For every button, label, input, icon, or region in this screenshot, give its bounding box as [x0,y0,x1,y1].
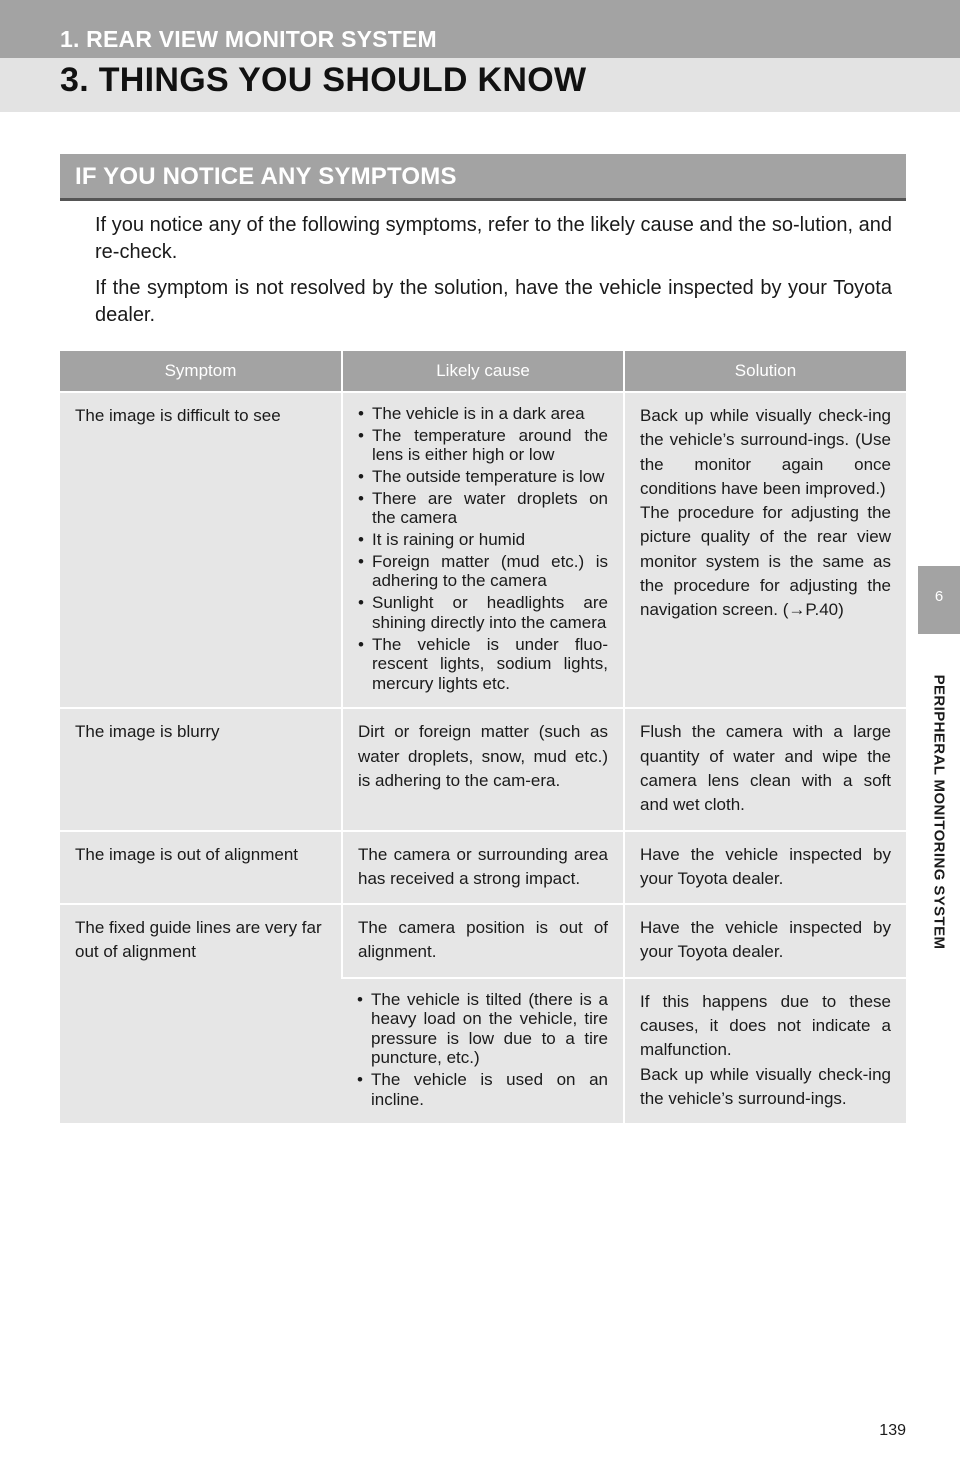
solution-cell [624,978,906,1124]
symptom-table [60,351,906,1123]
section-heading: IF YOU NOTICE ANY SYMPTOMS [75,163,457,190]
solution-text: Have the vehicle inspected by your Toyota dealer. [640,844,891,888]
table-row [60,392,906,708]
cause-item: • The outside temperature is low [358,467,608,487]
section-label: 1. REAR VIEW MONITOR SYSTEM [60,26,437,52]
symptom-text: The image is blurry [75,722,220,742]
symptom-cell [60,904,342,1123]
solution-text: The procedure for adjusting the picture quality of the rear view monitor system is the same as the procedure for adjusting the navigation screen. (→P.40) [640,503,891,620]
solution-text: Back up while visually check-ing the vehicle’s surround-ings. [640,1064,891,1108]
cause-list [357,990,608,1109]
symptom-text: The fixed guide lines are very far out of alignment [75,918,322,962]
intro-paragraph-2: If the symptom is not resolved by the solution, have the vehicle inspected by your Toyota dealer. [95,277,892,326]
cause-item: • Sunlight or headlights are shining directly into the camera [358,593,608,632]
solution-cell [624,392,906,708]
cause-item: • The vehicle is under fluo-rescent lights, sodium lights, mercury lights etc. [358,635,608,694]
cause-cell [342,708,624,830]
solution-text: If this happens due to these causes, it does not indicate a malfunction. [640,991,891,1060]
chapter-number: 6 [934,588,944,605]
symptom-cell [60,392,342,708]
section-heading-bar [60,154,906,201]
cause-text: Dirt or foreign matter (such as water droplets, snow, mud etc.) is adhering to the cam-era. [358,722,608,790]
cause-item: • The vehicle is tilted (there is a heavy load on the vehicle, tire pressure is low due to a tire puncture, etc.) [357,990,608,1068]
cause-item: • The temperature around the lens is either high or low [358,426,608,465]
cause-cell [342,904,624,978]
cause-item: • The vehicle is in a dark area [358,404,608,424]
symptom-cell [60,708,342,830]
table-row [60,904,906,978]
solution-cell [624,708,906,830]
header-symptom: Symptom [60,351,342,392]
solution-cell [624,904,906,978]
chapter-label: PERIPHERAL MONITORING SYSTEM [930,674,948,950]
intro-paragraph-1: If you notice any of the following symptoms, refer to the likely cause and the so-lution, and re-check. [95,214,892,263]
page-title: 3. THINGS YOU SHOULD KNOW [60,61,587,99]
cause-cell [342,978,624,1124]
cause-list [358,404,608,693]
table-header-row [60,351,906,392]
cause-item: • There are water droplets on the camera [358,489,608,528]
solution-text: Back up while visually check-ing the vehicle’s surround-ings. (Use the monitor again once conditions have been improved.) [640,406,891,498]
cause-cell [342,392,624,708]
header-likely-cause: Likely cause [342,351,624,392]
chapter-tab-label-area [918,634,960,990]
symptom-cell [60,831,342,905]
symptom-text: The image is difficult to see [75,406,281,425]
solution-text: Flush the camera with a large quantity of water and wipe the camera lens clean with a soft and wet cloth. [640,722,891,815]
chapter-tab [918,566,960,634]
solution-text: Have the vehicle inspected by your Toyota dealer. [640,918,891,962]
header-solution: Solution [624,351,906,392]
page-number: 139 [879,1422,906,1439]
cause-text: The camera position is out of alignment. [358,918,608,962]
cause-item: • It is raining or humid [358,530,608,550]
cause-cell [342,831,624,905]
cause-item: • The vehicle is used on an incline. [357,1070,608,1109]
table-row [60,708,906,830]
section-label-bar [0,0,960,58]
solution-cell [624,831,906,905]
table-row [60,831,906,905]
symptom-text: The image is out of alignment [75,844,299,864]
cause-item: • Foreign matter (mud etc.) is adhering to the camera [358,552,608,591]
cause-text: The camera or surrounding area has received a strong impact. [358,844,608,888]
